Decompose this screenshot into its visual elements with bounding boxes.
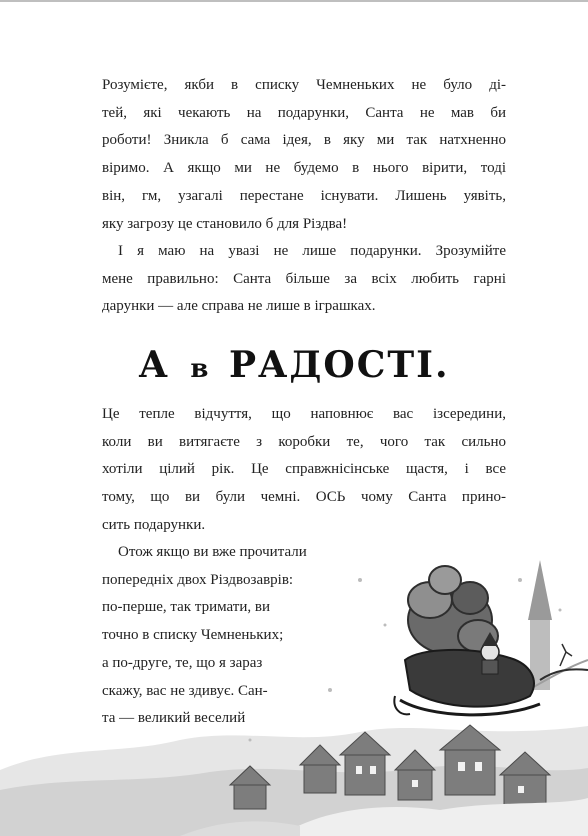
- paragraph-3: [102, 401, 506, 540]
- text-line: Розумієте, якби в списку Чемненьких не було ді-: [102, 77, 506, 93]
- text-line: коли ви витягаєте з коробки те, чого так сильно: [102, 433, 506, 450]
- text-line: Отож якщо ви вже прочитали: [118, 544, 307, 560]
- paragraph-4: [102, 539, 392, 733]
- text-line: яку загрозу це становило б для Різдва!: [102, 215, 348, 232]
- decorative-heading: [0, 344, 588, 386]
- text-line: попередніх двох Різдвозаврів:: [102, 571, 294, 588]
- text-line: Це тепле відчуття, що наповнює вас ізсередини,: [102, 406, 506, 422]
- text-line: а по-друге, те, що я зараз: [102, 654, 263, 671]
- top-border: [0, 0, 588, 2]
- text-line: сить подарунки.: [102, 516, 206, 533]
- heading-word-3: РАДОСТІ.: [228, 344, 450, 386]
- text-line: по-перше, так тримати, ви: [102, 599, 270, 616]
- text-line: віримо. А якщо ми не будемо в нього вірити, тоді: [102, 160, 506, 177]
- text-line: тому, що ви були чемні. ОСЬ чому Санта прино-: [102, 489, 506, 506]
- text-line: І я маю на увазі не лише подарунки. Зрозумійте: [118, 243, 506, 259]
- text-line: дарунки — але справа не лише в іграшках.: [102, 298, 376, 315]
- text-line: точно в списку Чемненьких;: [102, 627, 284, 644]
- text-line: мене правильно: Санта більше за всіх любить гарні: [102, 270, 506, 287]
- text-line: тей, які чекають на подарунки, Санта не мав би: [102, 104, 506, 121]
- text-line: хотіли цілий рік. Це справжнісінське щастя, і все: [102, 461, 506, 478]
- paragraph-2: [102, 238, 506, 321]
- heading-word-1: А: [138, 344, 170, 386]
- text-line: та — великий веселий: [102, 710, 246, 727]
- paragraph-1: [102, 72, 506, 238]
- text-line: роботи! Зникла б сама ідея, в яку ми так натхненно: [102, 132, 506, 149]
- heading-word-2: в: [190, 354, 209, 384]
- text-line: він, гм, узагалі перестане існувати. Лишень уявіть,: [102, 187, 506, 204]
- text-line: скажу, вас не здивує. Сан-: [102, 682, 268, 699]
